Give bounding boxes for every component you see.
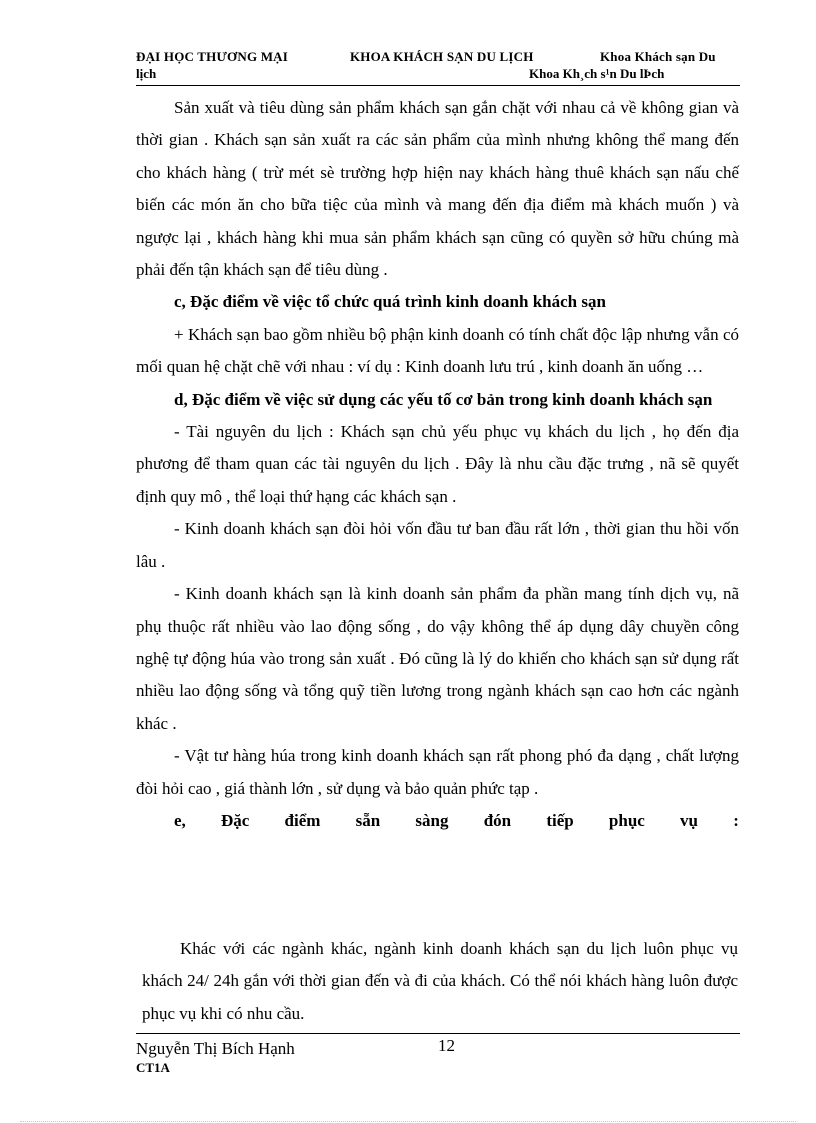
paragraph: + Khách sạn bao gồm nhiều bộ phận kinh doanh có tính chất độc lập nhưng vẫn có mối quan hệ chặt chẽ với nhau : ví dụ : Kinh doanh lưu trú , kinh doanh ăn uống … bbox=[136, 324, 739, 377]
header-university: ĐẠI HỌC THƯƠNG MẠI bbox=[136, 49, 289, 64]
header-faculty-short-cont: lịch bbox=[136, 66, 157, 81]
heading-word: e, bbox=[174, 810, 186, 830]
heading-word: Đặc bbox=[221, 810, 250, 830]
section-heading-c: c, Đặc điểm về việc tổ chức quá trình kinh doanh khách sạn bbox=[174, 292, 606, 312]
running-header-line2 bbox=[136, 66, 746, 84]
footer-author: Nguyễn Thị Bích Hạnh bbox=[136, 1039, 295, 1058]
paragraph: - Kinh doanh khách sạn là kinh doanh sản phẩm đa phần mang tính dịch vụ, nã phụ thuộc rất nhiều vào lao động sống , do vậy không thể áp dụng dây chuyền công nghệ tự động húa vào trong sản xuất . Đó cũng là lý do khiến cho khách sạn sử dụng rất nhiều lao động sống và tổng quỹ tiền lương trong ngành khách sạn cao hơn các ngành khác . bbox=[136, 584, 739, 733]
heading-word: đón bbox=[483, 810, 512, 830]
footer-class: CT1A bbox=[136, 1060, 170, 1075]
heading-word: sẵn bbox=[355, 810, 381, 830]
header-faculty-short: Khoa Khách sạn Du bbox=[600, 49, 716, 64]
section-heading-e bbox=[136, 805, 739, 837]
section-heading-d: d, Đặc điểm về việc sử dụng các yếu tố cơ bản trong kinh doanh khách sạn bbox=[174, 389, 713, 409]
heading-word: sàng bbox=[415, 810, 449, 830]
heading-word: tiếp bbox=[546, 810, 574, 830]
header-faculty-garbled: Khoa Kh¸ch s¹n Du lÞch bbox=[529, 66, 665, 81]
page-boundary bbox=[20, 1121, 796, 1122]
page-body bbox=[136, 92, 739, 837]
running-header bbox=[136, 49, 746, 67]
heading-word: : bbox=[733, 810, 739, 830]
paragraph: - Vật tư hàng húa trong kinh doanh khách sạn rất phong phó đa dạng , chất lượng đòi hỏi cao , giá thành lớn , sử dụng và bảo quản phức tạp . bbox=[136, 746, 739, 798]
heading-word: điểm bbox=[284, 810, 321, 830]
paragraph: Khác với các ngành khác, ngành kinh doanh khách sạn du lịch luôn phục vụ khách 24/ 24h gắn với thời gian đến và đi của khách. Có thể nói khách hàng luôn được phục vụ khi có nhu cầu. bbox=[142, 939, 738, 1023]
heading-word: phục bbox=[608, 810, 645, 830]
paragraph: Sản xuất và tiêu dùng sản phẩm khách sạn gắn chặt với nhau cả về không gian và thời gian . Khách sạn sản xuất ra các sản phẩm của mình nhưng không thể mang đến cho khách hàng ( trừ mét sè trường hợp hiện nay khách hàng thuê khách sạn nấu chế biến các món ăn cho bữa tiệc của mình và mang đến địa điểm mà khách muốn ) và ngược lại , khách hàng khi mua sản phẩm khách sạn cũng có quyền sở hữu chúng mà phải đến tận khách sạn để tiêu dùng . bbox=[136, 98, 739, 280]
header-divider bbox=[136, 85, 740, 86]
closing-paragraph-block bbox=[142, 933, 738, 1030]
heading-word: vụ bbox=[680, 810, 698, 830]
paragraph: - Tài nguyên du lịch : Khách sạn chủ yếu phục vụ khách du lịch , họ đến địa phương để tham quan các tài nguyên du lịch . Đây là nhu cầu đặc trưng , nã sẽ quyết định quy mô , thể loại thứ hạng các khách sạn . bbox=[136, 422, 739, 506]
paragraph: - Kinh doanh khách sạn đòi hỏi vốn đầu tư ban đầu rất lớn , thời gian thu hồi vốn lâu . bbox=[136, 519, 739, 571]
header-faculty: KHOA KHÁCH SẠN DU LỊCH bbox=[350, 49, 534, 64]
page-number: 12 bbox=[438, 1036, 455, 1055]
footer-divider bbox=[136, 1033, 740, 1034]
